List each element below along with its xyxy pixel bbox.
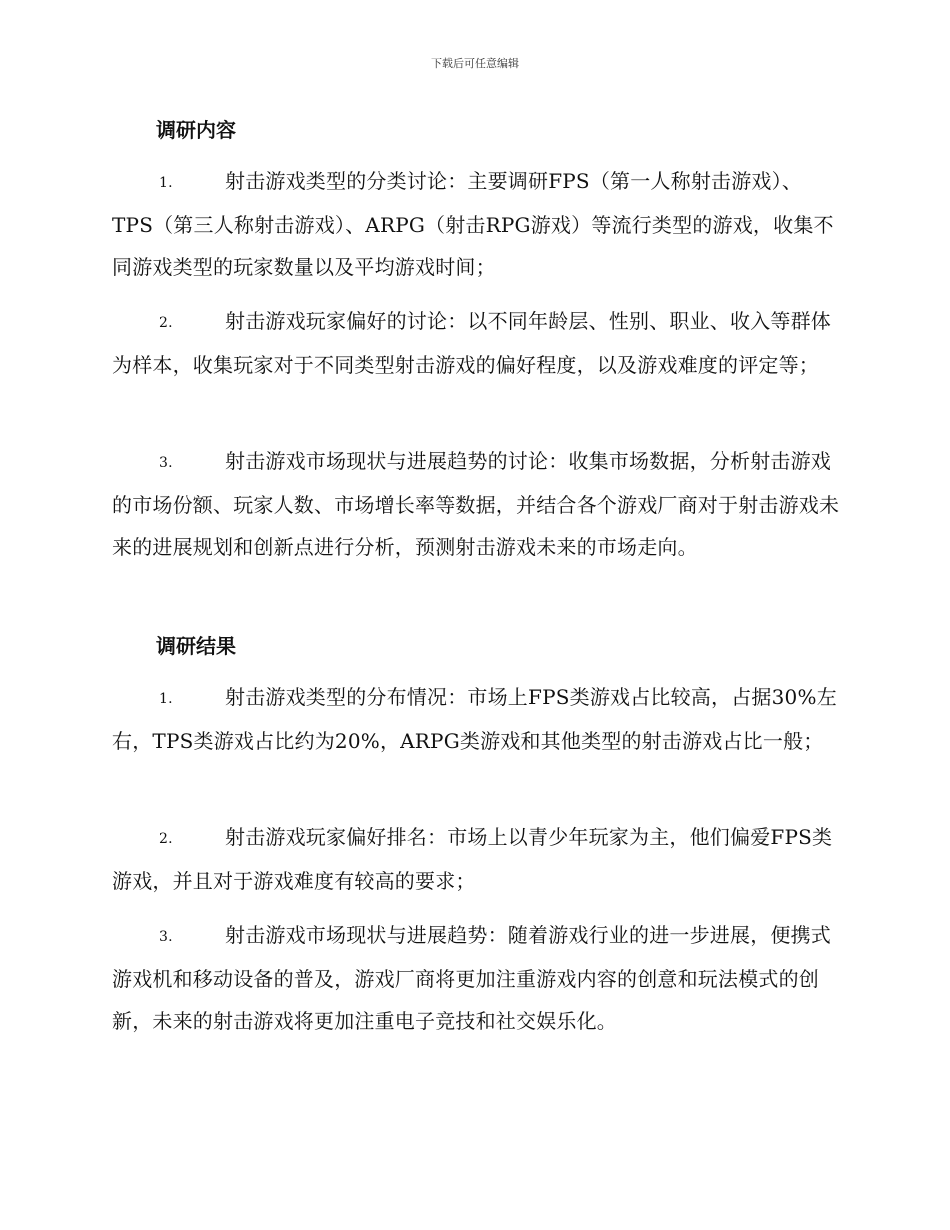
list-number: 2. (159, 315, 173, 331)
list-item-result-2 (112, 816, 840, 902)
list-item-text: 射击游戏类型的分布情况：市场上FPS类游戏占比较高，占据30%左右，TPS类游戏占比约为20%，ARPG类游戏和其他类型的射击游戏占比一般； (112, 685, 837, 753)
list-item-text: 射击游戏玩家偏好的讨论：以不同年龄层、性别、职业、收入等群体为样本，收集玩家对于不同类型射击游戏的偏好程度，以及游戏难度的评定等； (112, 309, 831, 377)
list-number: 3. (159, 929, 173, 945)
list-number: 1. (159, 691, 173, 707)
list-number: 1. (159, 175, 173, 191)
list-item-content-2 (112, 300, 840, 386)
list-item-text: 射击游戏市场现状与进展趋势：随着游戏行业的进一步进展，便携式游戏机和移动设备的普及，游戏厂商将更加注重游戏内容的创意和玩法模式的创新，未来的射击游戏将更加注重电子竞技和社交娱乐化。 (112, 923, 831, 1033)
section-title-research-results: 调研结果 (156, 634, 236, 658)
list-number: 2. (159, 831, 173, 847)
section-title-research-content: 调研内容 (156, 118, 236, 142)
list-item-text: 射击游戏市场现状与进展趋势的讨论：收集市场数据，分析射击游戏的市场份额、玩家人数、市场增长率等数据，并结合各个游戏厂商对于射击游戏未来的进展规划和创新点进行分析，预测射击游戏未来的市场走向。 (112, 449, 840, 559)
list-item-content-1 (112, 160, 840, 288)
list-item-text: 射击游戏类型的分类讨论：主要调研FPS（第一人称射击游戏）、TPS（第三人称射击游戏）、ARPG（射击RPG游戏）等流行类型的游戏，收集不同游戏类型的玩家数量以及平均游戏时间； (112, 169, 834, 279)
list-item-content-3 (112, 440, 840, 568)
list-number: 3. (159, 455, 173, 471)
page-header: 下载后可任意编辑 (431, 57, 519, 70)
list-item-result-3 (112, 914, 840, 1042)
list-item-result-1 (112, 676, 840, 762)
list-item-text: 射击游戏玩家偏好排名：市场上以青少年玩家为主，他们偏爱FPS类游戏，并且对于游戏难度有较高的要求； (112, 825, 833, 893)
